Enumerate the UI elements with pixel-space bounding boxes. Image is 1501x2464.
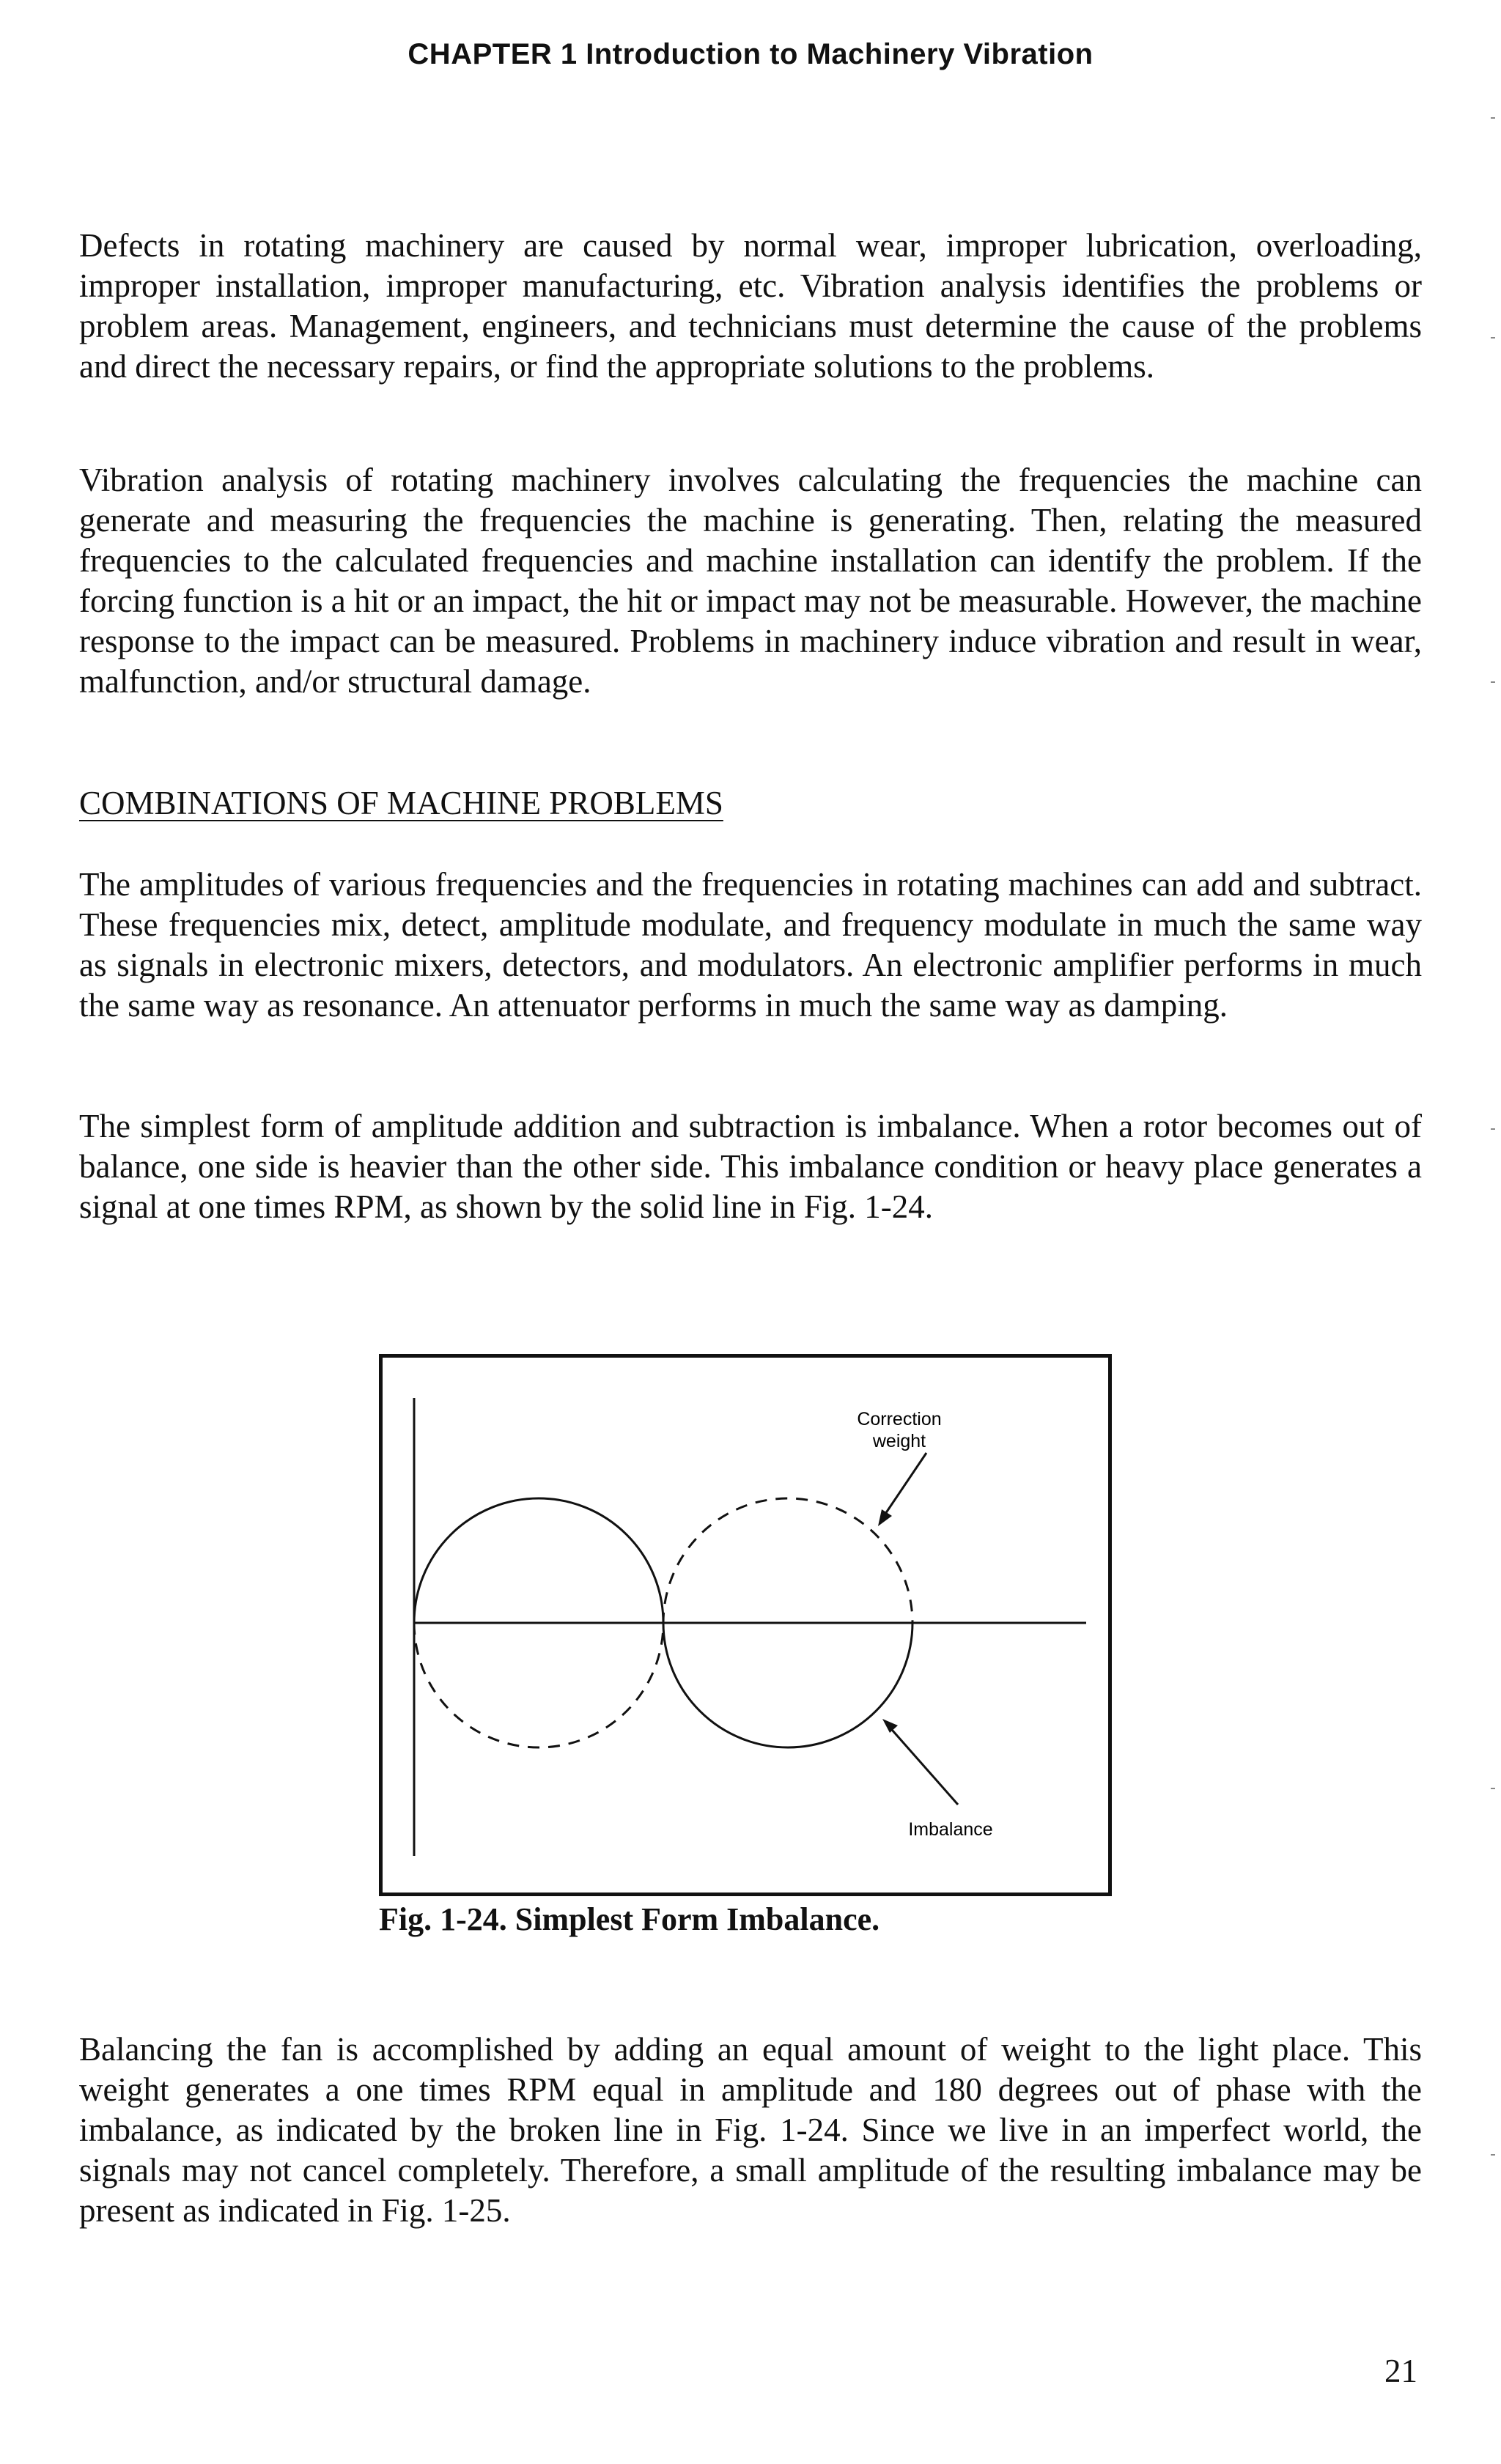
correction-arrow-head [878, 1509, 892, 1526]
scan-edge-mark [1491, 1788, 1495, 1789]
paragraph-vibration-analysis: Vibration analysis of rotating machinery involves calculating the frequencies the machine can generate and measuring the frequencies the machine is generating. Then, relating the measured frequencies to the calculated frequencies and machine installation can identify the problem. If the forcing function is a hit or an impact, the hit or impact may not be measurable. However, the machine response to the impact can be measured. Problems in machinery induce vibration and result in wear, malfunction, and/or structural damage. [79, 462, 1422, 700]
figure-1-24 [379, 1354, 1112, 1896]
scan-edge-mark [1491, 337, 1495, 338]
imbalance-label: Imbalance [908, 1819, 993, 1840]
page-number: 21 [1384, 2353, 1417, 2389]
paragraph-simplest-form: The simplest form of amplitude addition and subtraction is imbalance. When a rotor becomes out of balance, one side is heavier than the other side. This imbalance condition or heavy place generates a signal at one times RPM, as shown by the solid line in Fig. 1-24. [79, 1108, 1422, 1225]
scan-edge-mark [1491, 681, 1495, 683]
scan-edge-mark [1491, 1128, 1495, 1130]
imbalance-arrow-head [882, 1719, 898, 1733]
scan-edge-mark [1491, 117, 1495, 119]
imbalance-diagram [383, 1358, 1108, 1893]
correction-arrow-line [881, 1453, 926, 1520]
figure-caption: Fig. 1-24. Simplest Form Imbalance. [379, 1901, 880, 1937]
scan-edge-mark [1491, 2154, 1495, 2156]
paragraph-amplitudes: The amplitudes of various frequencies and the frequencies in rotating machines can add and subtract. These frequencies mix, detect, amplitude modulate, and frequency modulate in much the same way as signals in electronic mixers, detectors, and modulators. An electronic amplifier performs in much the same way as resonance. An attenuator performs in much the same way as damping. [79, 866, 1422, 1024]
paragraph-balancing: Balancing the fan is accomplished by adding an equal amount of weight to the light place. This weight generates a one times RPM equal in amplitude and 180 degrees out of phase with the imbalance, as indicated by the broken line in Fig. 1-24. Since we live in an imperfect world, the signals may not cancel completely. Therefore, a small amplitude of the resulting imbalance may be present as indicated in Fig. 1-25. [79, 2031, 1422, 2229]
imbalance-arrow-line [887, 1724, 958, 1805]
section-heading: COMBINATIONS OF MACHINE PROBLEMS [79, 785, 723, 821]
correction-weight-label-line2: weight [872, 1431, 926, 1451]
correction-weight-label-line1: Correction [857, 1409, 942, 1429]
running-head: CHAPTER 1 Introduction to Machinery Vibration [407, 38, 1094, 70]
paragraph-defects: Defects in rotating machinery are caused by normal wear, improper lubrication, overloading, improper installation, improper manufacturing, etc. Vibration analysis identifies the problems or problem areas. Management, engineers, and technicians must determine the cause of the problems and direct the necessary repairs, or find the appropriate solutions to the problems. [79, 227, 1422, 385]
